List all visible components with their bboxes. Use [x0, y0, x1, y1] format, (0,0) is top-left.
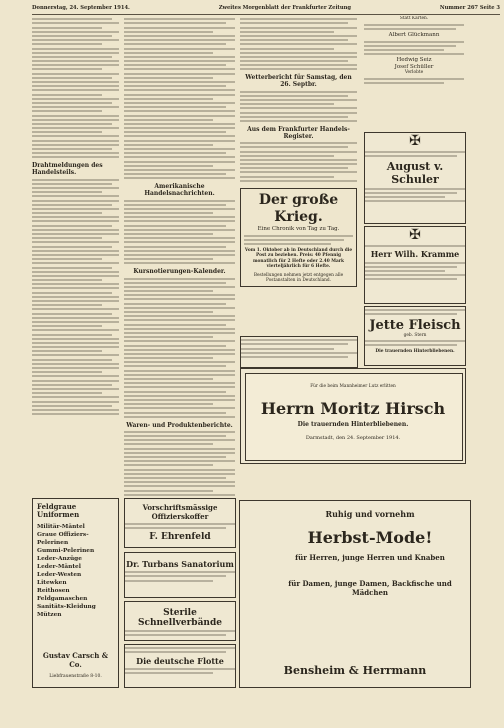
r4: Josef Schüller — [394, 63, 434, 70]
cross-icon: ✠ — [409, 227, 421, 243]
schuler-notice — [364, 132, 466, 224]
war-chronicle-ad — [240, 188, 357, 288]
carsch-item: Litewken — [37, 580, 67, 586]
amer-title: Amerikanische Handelsnachrichten. — [144, 183, 215, 198]
jette-sub: geb. Stern — [403, 332, 427, 338]
sterile-ad — [124, 601, 236, 641]
kof-name: F. Ehrenfeld — [149, 531, 211, 542]
carsch-item: Sanitäts-Kleidung — [37, 604, 96, 610]
dr-title: Dr. Turbans Sanatorium — [126, 559, 234, 569]
carsch-item: Leder-Anzüge — [37, 556, 82, 562]
dr-ad — [124, 552, 236, 598]
bensheim-name: Bensheim & Herrmann — [283, 664, 427, 677]
kramme-notice — [364, 226, 466, 304]
flotte-title: Die deutsche Flotte — [136, 655, 224, 666]
jette-notice — [364, 306, 466, 366]
page-header — [32, 5, 500, 15]
jette-name: Jette Fleisch — [369, 317, 461, 333]
waren-title: Waren- und Produktenberichte. — [126, 421, 233, 429]
jette-trauer: Die trauernden Hinterbliebenen. — [375, 348, 455, 354]
middle-left-column — [124, 16, 235, 496]
hirsch-notice — [240, 368, 466, 464]
header-center: Zweites Morgenblatt der Frankfurter Zeitung — [218, 5, 351, 11]
header-left: Donnerstag, 24. September 1914. — [32, 5, 130, 11]
carsch-item: Militär-Mäntel — [37, 524, 85, 530]
war-price: Vom 1. Oktober ab in Deutschland durch die Post zu beziehen. Preis: 40 Pfennig monatlich für 2 Hefte oder 2.40 Mark vierteljährlich für 6 Hefte. — [244, 247, 353, 270]
left-column — [32, 16, 119, 496]
kurs-title: Kursnotierungen-Kalender. — [133, 268, 226, 276]
war-order: Bestellungen nehmen jetzt entgegen alle Postanstalten in Deutschland. — [253, 272, 344, 283]
small-notice — [240, 336, 358, 368]
herbst: Herbst-Mode! — [307, 528, 433, 547]
news-title: Aus dem Frankfurter Handels-Register. — [247, 125, 350, 140]
herren: für Herren, junge Herren und Knaben — [295, 553, 445, 562]
flotte-ad — [124, 644, 236, 688]
carsch-item: Gummi-Pelerinen — [37, 548, 95, 554]
r3: Hedwig Seiz — [396, 57, 432, 64]
carsch-item: Mützen — [37, 612, 62, 618]
ruhig: Ruhig und vornehm — [325, 509, 415, 519]
cross-icon: ✠ — [409, 133, 421, 149]
hirsch-place: Darmstadt, den 24. September 1914. — [305, 435, 401, 441]
carsch-item: Feldgamaschen — [37, 596, 88, 602]
weather-title: Wetterbericht für Samstag, den 26. Septbr. — [245, 74, 352, 89]
war-title: Der große Krieg. — [258, 191, 339, 225]
carsch-ad — [32, 498, 119, 688]
hirsch-name: Herrn Moritz Hirsch — [260, 399, 446, 418]
war-chronicle: Eine Chronik von Tag zu Tag. — [257, 225, 340, 232]
carsch-title: Feldgraue Uniformen — [37, 502, 80, 519]
carsch-item: Reithosen — [37, 588, 70, 594]
kramme-name: Herr Wilh. Kramme — [370, 249, 460, 260]
middle-column — [240, 16, 357, 336]
schuler-name: August v. Schuler — [386, 159, 444, 186]
r2: Albert Glückmann — [388, 31, 440, 38]
sterile-title: Sterile Schnellverbände — [137, 608, 222, 628]
section-title: Drahtmeldungen des Handelsteils. — [32, 162, 103, 177]
carsch-item: Leder-Mäntel — [37, 564, 81, 570]
kof-ad — [124, 498, 236, 548]
carsch-name: Gustav Carsch & Co. — [42, 651, 109, 669]
r1: Statt Karten. — [399, 16, 429, 21]
r5: Verlobte — [404, 70, 424, 76]
hirsch-sub: Die trauernden Hinterbliebenen. — [297, 421, 409, 428]
hirsch-pre: Für die beim Mannheimer Lutz erlitten — [310, 384, 396, 389]
header-right: Nummer 267 Seite 3 — [439, 5, 500, 11]
kof-title: Vorschriftsmässige Offizierskoffer — [142, 503, 218, 521]
carsch-item: Graue Offiziers-Pelerinen — [37, 532, 89, 546]
carsch-address: Liebfrauenstraße 8-10. — [49, 674, 102, 679]
bensheim-ad — [239, 500, 471, 688]
damen: für Damen, junge Damen, Backfische und Mädchen — [288, 579, 452, 597]
carsch-item: Leder-Westen — [37, 572, 82, 578]
